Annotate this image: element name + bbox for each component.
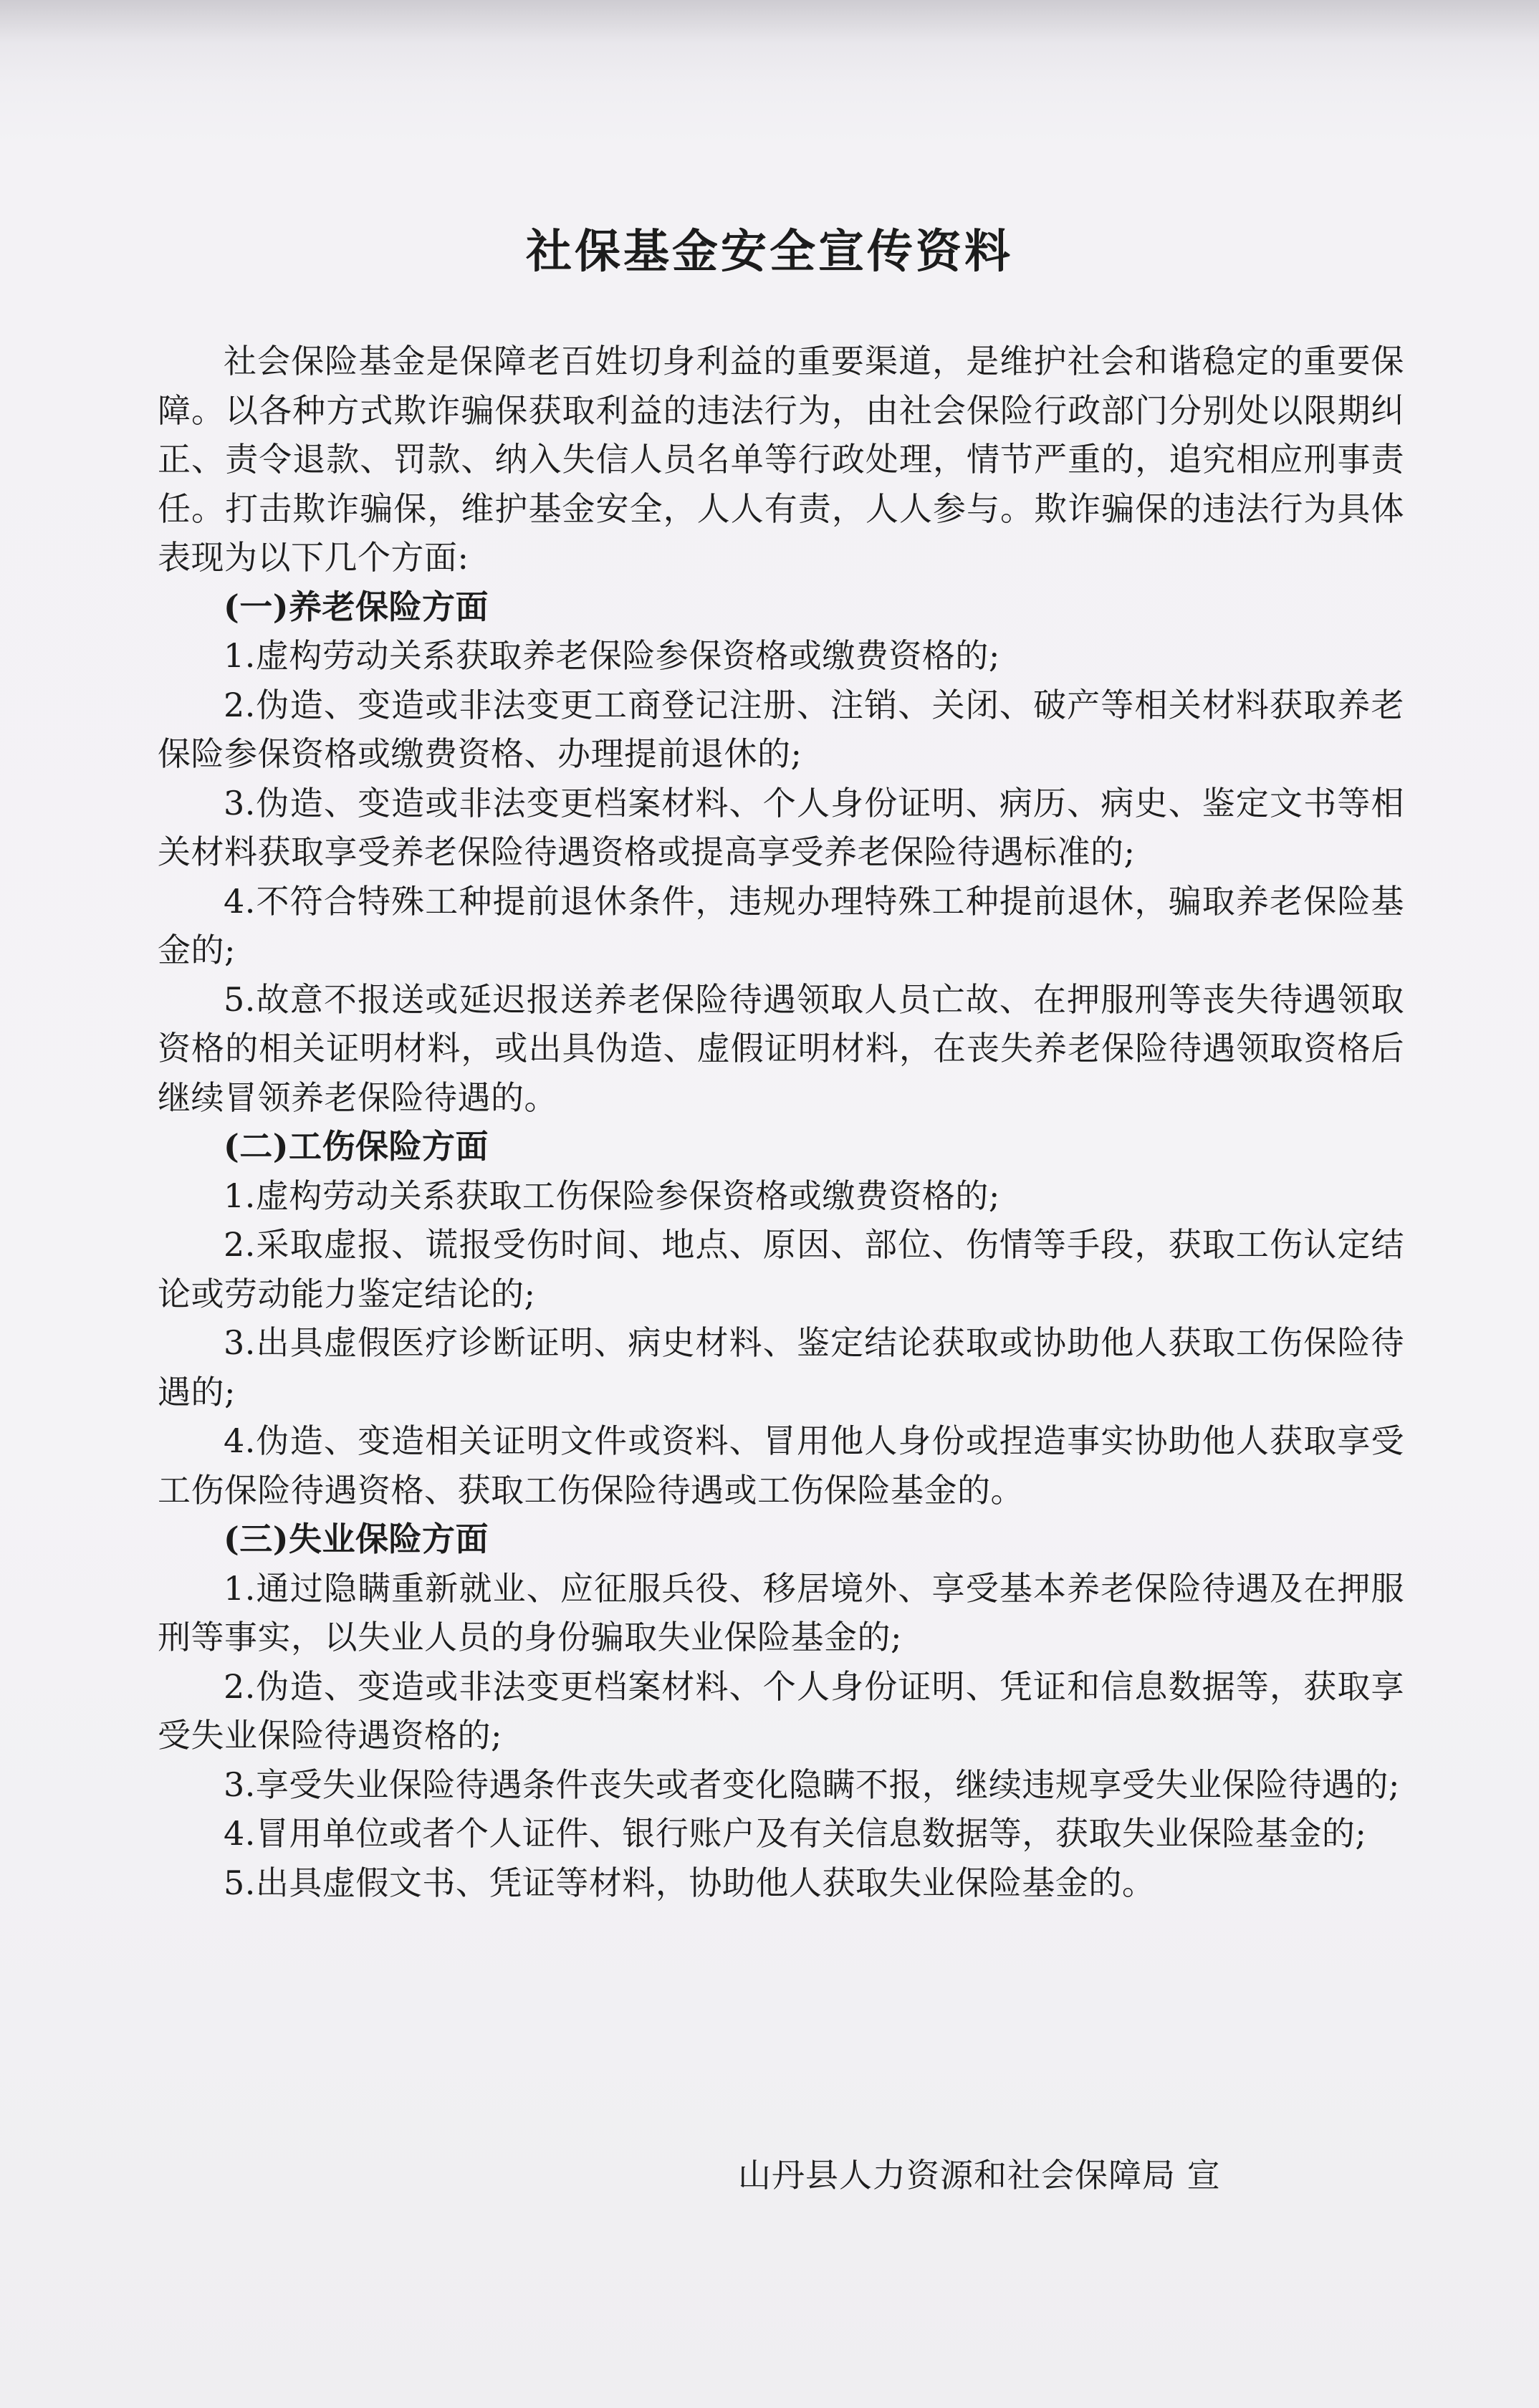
scan-shadow	[0, 0, 1539, 86]
list-item: 2.伪造、变造或非法变更档案材料、个人身份证明、凭证和信息数据等，获取享受失业保险待遇资格的;	[158, 1666, 1404, 1755]
list-item: 5.出具虚假文书、凭证等材料，协助他人获取失业保险基金的。	[224, 1863, 1156, 1902]
list-item: 2.伪造、变造或非法变更工商登记注册、注销、关闭、破产等相关材料获取养老保险参保资格或缴费资格、办理提前退休的;	[158, 685, 1404, 773]
list-item: 3.伪造、变造或非法变更档案材料、个人身份证明、病历、病史、鉴定文书等相关材料获取享受养老保险待遇资格或提高享受养老保险待遇标准的;	[158, 783, 1404, 871]
list-item: 1.虚构劳动关系获取养老保险参保资格或缴费资格的;	[224, 636, 1000, 675]
intro-paragraph: 社会保险基金是保障老百姓切身利益的重要渠道，是维护社会和谐稳定的重要保障。以各种方式欺诈骗保获取利益的违法行为，由社会保险行政部门分别处以限期纠正、责令退款、罚款、纳入失信人员名单等行政处理，情节严重的，追究相应刑事责任。打击欺诈骗保，维护基金安全，人人有责，人人参与。欺诈骗保的违法行为具体表现为以下几个方面:	[158, 342, 1404, 577]
list-item: 4.冒用单位或者个人证件、银行账户及有关信息数据等，获取失业保险基金的;	[224, 1814, 1367, 1853]
list-item: 4.伪造、变造相关证明文件或资料、冒用他人身份或捏造事实协助他人获取享受工伤保险待遇资格、获取工伤保险待遇或工伤保险基金的。	[158, 1421, 1404, 1510]
section-heading-unemployment: (三)失业保险方面	[224, 1520, 489, 1558]
list-item: 2.采取虚报、谎报受伤时间、地点、原因、部位、伤情等手段，获取工伤认定结论或劳动能力鉴定结论的;	[158, 1225, 1404, 1313]
section-heading-pension: (一)养老保险方面	[224, 587, 489, 626]
document-title: 社保基金安全宣传资料	[526, 225, 1013, 279]
list-item: 3.出具虚假医疗诊断证明、病史材料、鉴定结论获取或协助他人获取工伤保险待遇的;	[158, 1323, 1404, 1411]
list-item: 1.虚构劳动关系获取工伤保险参保资格或缴费资格的;	[224, 1176, 1000, 1215]
list-item: 5.故意不报送或延迟报送养老保险待遇领取人员亡故、在押服刑等丧失待遇领取资格的相关证明材料，或出具伪造、虚假证明材料，在丧失养老保险待遇领取资格后继续冒领养老保险待遇的。	[158, 979, 1404, 1117]
list-item: 3.享受失业保险待遇条件丧失或者变化隐瞒不报，继续违规享受失业保险待遇的;	[224, 1765, 1400, 1804]
issuer-signature: 山丹县人力资源和社会保障局 宣	[738, 2156, 1221, 2194]
list-item: 1.通过隐瞒重新就业、应征服兵役、移居境外、享受基本养老保险待遇及在押服刑等事实，以失业人员的身份骗取失业保险基金的;	[158, 1568, 1404, 1656]
document-body	[158, 337, 1404, 1907]
list-item: 4.不符合特殊工种提前退休条件，违规办理特殊工种提前退休，骗取养老保险基金的;	[158, 881, 1404, 969]
section-heading-injury: (二)工伤保险方面	[224, 1127, 489, 1166]
